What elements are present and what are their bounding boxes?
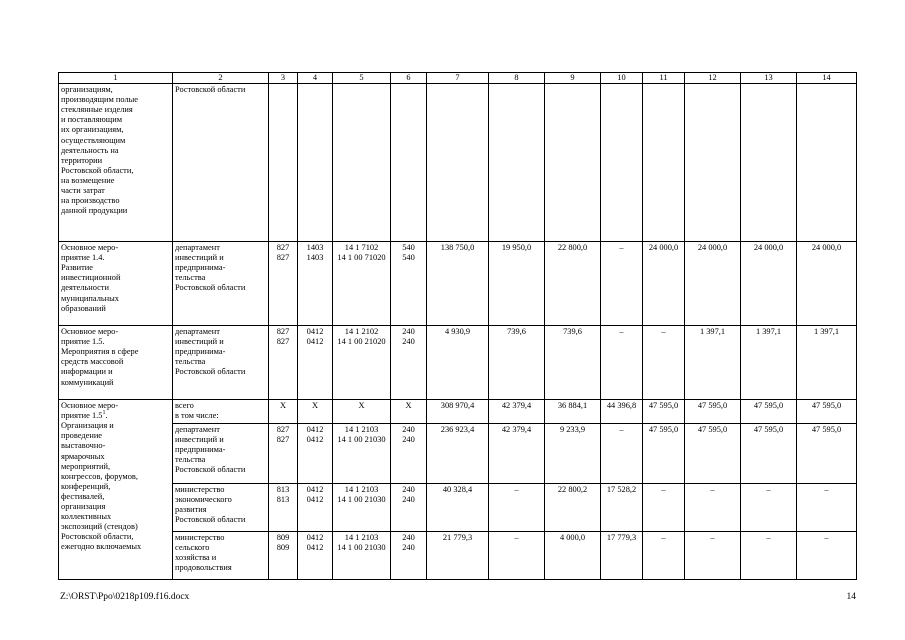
table-row-measure-1-4 <box>59 242 857 326</box>
csr-cell: 14 1 7102 14 1 00 71020 <box>333 242 391 326</box>
executor-text: всего в том числе: <box>175 401 219 421</box>
value-cell: – <box>601 326 643 400</box>
executor-text: департамент инвестиций и предпринима- тельства Ростовской области <box>175 243 246 293</box>
value-cell: 1 397,1 <box>797 326 857 400</box>
value-cell: 47 595,0 <box>685 424 741 484</box>
value-cell: – <box>797 484 857 532</box>
executor-text: департамент инвестиций и предпринима- тельства Ростовской области <box>175 425 246 475</box>
value-cell: 308 970,4 <box>427 400 489 424</box>
executor-text: министерство экономического развития Ростовской области <box>175 485 246 525</box>
budget-table <box>58 72 857 580</box>
value-cell: 42 379,4 <box>489 400 545 424</box>
value-cell: 4 930,9 <box>427 326 489 400</box>
vr-cell: 240 240 <box>391 326 427 400</box>
value-cell: 19 950,0 <box>489 242 545 326</box>
value-cell: 24 000,0 <box>685 242 741 326</box>
value-cell: – <box>643 484 685 532</box>
rzpr-cell: Х <box>298 400 333 424</box>
value-cell: 47 595,0 <box>685 400 741 424</box>
executor-cell <box>173 484 269 532</box>
grbs-cell: 827 827 <box>269 424 298 484</box>
value-cell: – <box>685 484 741 532</box>
grbs-cell: 813 813 <box>269 484 298 532</box>
footer-file-path: Z:\ORST\Ppo\0218p109.f16.docx <box>60 592 190 602</box>
value-cell: 4 000,0 <box>545 532 601 580</box>
table-row-measure-1-5-1-dept <box>59 424 857 484</box>
value-cell: 138 750,0 <box>427 242 489 326</box>
executor-cell <box>173 532 269 580</box>
executor-cell <box>173 424 269 484</box>
value-cell: – <box>797 532 857 580</box>
measure-name-cell <box>59 326 173 400</box>
grbs-cell: 809 809 <box>269 532 298 580</box>
executor-cell <box>173 84 269 242</box>
csr-cell: 14 1 2102 14 1 00 21020 <box>333 326 391 400</box>
header-cell: 1 <box>59 73 173 84</box>
grbs-cell: Х <box>269 400 298 424</box>
header-cell: 3 <box>269 73 298 84</box>
value-cell: 47 595,0 <box>797 400 857 424</box>
measure-name-cell <box>59 400 173 580</box>
value-cell: 1 397,1 <box>741 326 797 400</box>
executor-cell <box>173 326 269 400</box>
value-cell: – <box>489 532 545 580</box>
header-cell: 8 <box>489 73 545 84</box>
csr-cell: 14 1 2103 14 1 00 21030 <box>333 532 391 580</box>
measure-name-text: Основное меро- приятие 1.5. Мероприятия в сфере средств массовой информации и коммуникаций <box>61 327 139 387</box>
vr-cell: 240 240 <box>391 532 427 580</box>
table-row-measure-1-5-1-minagro <box>59 532 857 580</box>
rzpr-cell: 1403 1403 <box>298 242 333 326</box>
value-cell: 47 595,0 <box>797 424 857 484</box>
value-cell: 17 779,3 <box>601 532 643 580</box>
value-cell: 24 000,0 <box>741 242 797 326</box>
vr-cell: Х <box>391 400 427 424</box>
value-cell: 17 528,2 <box>601 484 643 532</box>
value-cell: 22 800,2 <box>545 484 601 532</box>
header-cell: 13 <box>741 73 797 84</box>
value-cell: 47 595,0 <box>643 424 685 484</box>
value-cell: 739,6 <box>489 326 545 400</box>
header-cell: 11 <box>643 73 685 84</box>
value-cell: 24 000,0 <box>643 242 685 326</box>
executor-text: Ростовской области <box>175 85 246 95</box>
csr-cell: Х <box>333 400 391 424</box>
value-cell: – <box>741 532 797 580</box>
measure-name-cell <box>59 84 173 242</box>
vr-cell: 240 240 <box>391 484 427 532</box>
table-row-measure-1-5-1-total <box>59 400 857 424</box>
table-row-measure-1-5 <box>59 326 857 400</box>
value-cell: 21 779,3 <box>427 532 489 580</box>
value-cell: 1 397,1 <box>685 326 741 400</box>
value-cell: 42 379,4 <box>489 424 545 484</box>
value-cell: – <box>601 242 643 326</box>
value-cell: – <box>685 532 741 580</box>
table-row-measure-1-5-1-minecon <box>59 484 857 532</box>
header-cell: 5 <box>333 73 391 84</box>
measure-name-text: Основное меро- приятие 1.4. Развитие инвестиционной деятельности муниципальных образований <box>61 243 121 313</box>
measure-name-cell <box>59 242 173 326</box>
value-cell: 739,6 <box>545 326 601 400</box>
executor-text: департамент инвестиций и предпринима- тельства Ростовской области <box>175 327 246 377</box>
executor-cell <box>173 400 269 424</box>
rzpr-cell: 0412 0412 <box>298 424 333 484</box>
rzpr-cell: 0412 0412 <box>298 484 333 532</box>
vr-cell: 540 540 <box>391 242 427 326</box>
rzpr-cell: 0412 0412 <box>298 532 333 580</box>
header-cell: 9 <box>545 73 601 84</box>
value-cell: – <box>489 484 545 532</box>
header-row <box>59 73 857 84</box>
measure-name-text: организациям, производящим полые стеклянные изделия и поставляющим их организациям, осуществляющим деятельность на территории Ростовской области, на возмещение части затрат на производство данной продукции <box>61 85 139 216</box>
vr-cell: 240 240 <box>391 424 427 484</box>
value-cell: 40 328,4 <box>427 484 489 532</box>
csr-cell: 14 1 2103 14 1 00 21030 <box>333 424 391 484</box>
value-cell: 9 233,9 <box>545 424 601 484</box>
header-cell: 2 <box>173 73 269 84</box>
value-cell: 47 595,0 <box>741 424 797 484</box>
measure-name-text: Основное меро- приятие $1.5^1$. Организация и проведение выставочно- ярмарочных мероприятий, конгрессов, форумов, конференций, фестивалей, организация коллективных экспозиций (стендов) Ростовской области, ежегодно включаемых <box>61 401 142 552</box>
value-cell: 24 000,0 <box>797 242 857 326</box>
footer-page-number: 14 <box>846 592 856 602</box>
header-cell: 12 <box>685 73 741 84</box>
rzpr-cell: 0412 0412 <box>298 326 333 400</box>
executor-cell <box>173 242 269 326</box>
value-cell: – <box>643 326 685 400</box>
executor-text: министерство сельского хозяйства и продовольствия <box>175 533 232 573</box>
value-cell: 22 800,0 <box>545 242 601 326</box>
header-cell: 4 <box>298 73 333 84</box>
table-row-continuation <box>59 84 857 242</box>
header-cell: 7 <box>427 73 489 84</box>
header-cell: 10 <box>601 73 643 84</box>
value-cell: 47 595,0 <box>741 400 797 424</box>
value-cell: – <box>741 484 797 532</box>
value-cell: 236 923,4 <box>427 424 489 484</box>
value-cell: 47 595,0 <box>643 400 685 424</box>
csr-cell: 14 1 2103 14 1 00 21030 <box>333 484 391 532</box>
value-cell: – <box>643 532 685 580</box>
value-cell: 44 396,8 <box>601 400 643 424</box>
grbs-cell: 827 827 <box>269 242 298 326</box>
value-cell: 36 884,1 <box>545 400 601 424</box>
value-cell: – <box>601 424 643 484</box>
header-cell: 14 <box>797 73 857 84</box>
grbs-cell: 827 827 <box>269 326 298 400</box>
header-cell: 6 <box>391 73 427 84</box>
